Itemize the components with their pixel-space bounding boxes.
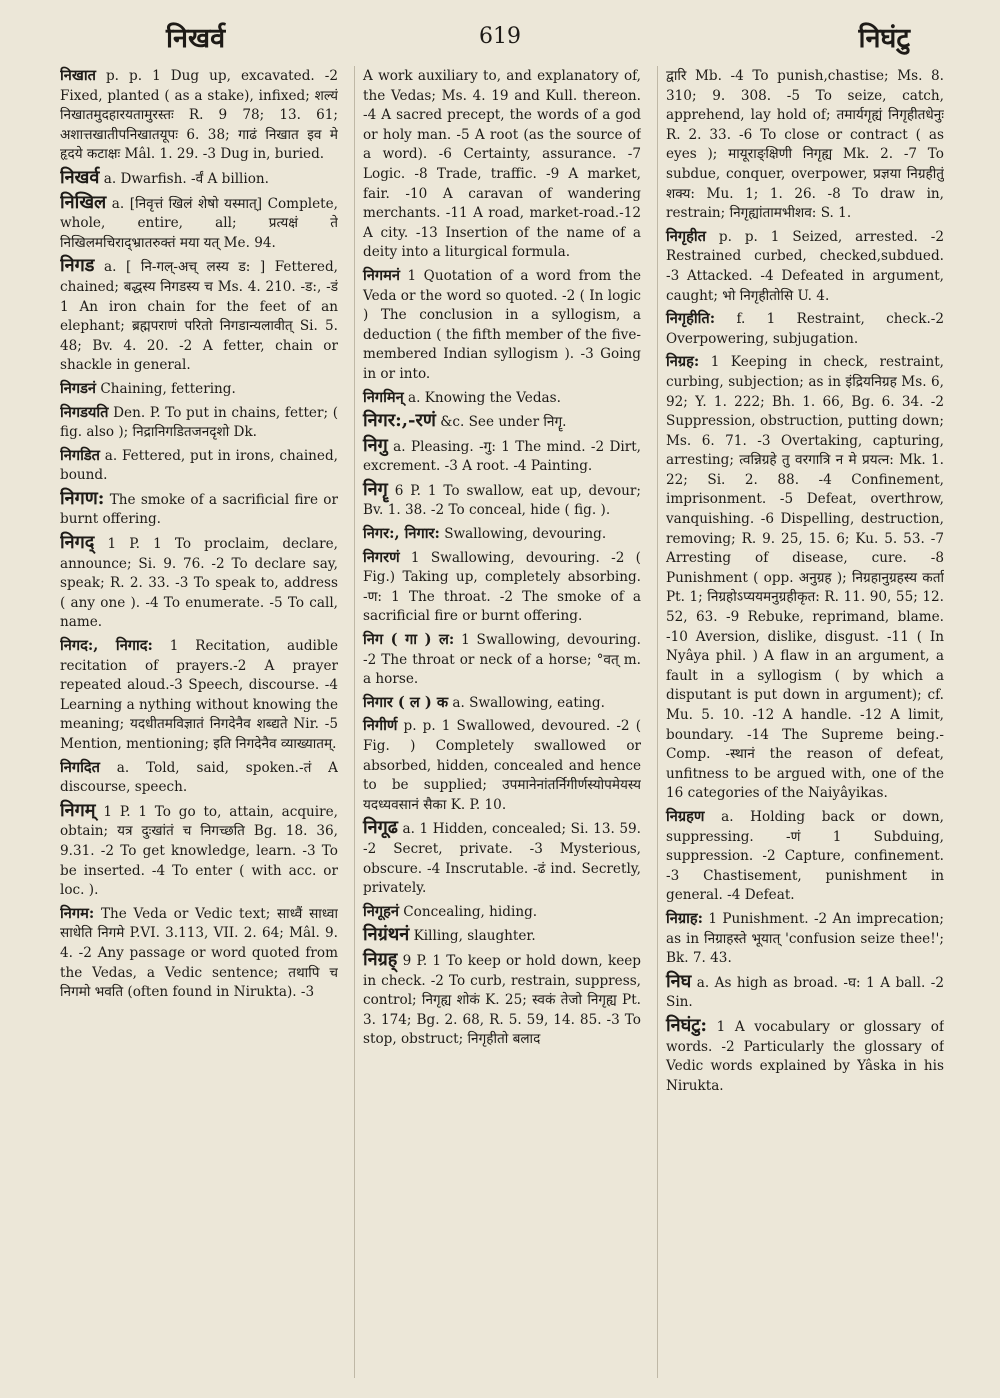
entry-headword: निग ( गा ) ल:	[363, 631, 455, 649]
dictionary-entry	[666, 66, 944, 224]
dictionary-entry	[363, 266, 641, 385]
dictionary-entry	[666, 352, 944, 804]
page-number: 619	[479, 24, 521, 49]
dictionary-entry	[363, 411, 641, 433]
dictionary-entry	[666, 227, 944, 306]
entry-definition: द्वारि Mb. -4 To punish,chastise; Ms. 8. 310; 9. 308. -5 To seize, catch, apprehend, lay hold of; तमार्यगृह्यं निगृहीतधेनुः R. 2. 33. -6 To close or contract ( as eyes ); मायूराङ्क्षिणी निगृह्य Mk. 2. -7 To subdue, conquer, overpower, प्रज्ञया निग्रहीतुं शक्य: Mu. 1; 1. 26. -8 To draw in, restrain; निगृह्यांतामभीशव: S. 1.	[666, 68, 944, 222]
dictionary-entry	[363, 480, 641, 521]
entry-headword: निगु	[363, 434, 388, 456]
entry-headword: निगडयति	[60, 403, 109, 421]
entry-headword: निगॄ	[363, 478, 388, 500]
entry-definition: a. As high as broad. -घ: 1 A ball. -2 Sin.	[666, 974, 944, 1011]
dictionary-entry	[60, 758, 338, 798]
entry-headword: निग्रंथनं	[363, 924, 410, 946]
entry-definition: 1 P. 1 To proclaim, declare, announce; Si. 9. 76. -2 To declare say, speak; R. 2. 33. -3 To speak to, address ( any one ). -4 To enumerate. -5 To call, name.	[60, 536, 338, 631]
entry-definition: Killing, slaughter.	[413, 928, 536, 945]
dictionary-entry	[60, 636, 338, 755]
right-running-headword: निघंटु	[858, 23, 910, 54]
left-running-headword: निखर्व	[166, 23, 226, 54]
entry-headword: निगर:, निगार:	[363, 525, 440, 543]
entry-definition: 6 P. 1 To swallow, eat up, devour; Bv. 1. 38. -2 To conceal, hide ( fig. ).	[363, 482, 641, 519]
dictionary-entry	[60, 533, 338, 633]
entry-definition: p. p. 1 Seized, arrested. -2 Restrained curbed, checked,subdued. -3 Attacked. -4 Defeated in argument, caught; भो निगृहीतोसि U. 4.	[666, 228, 944, 304]
dictionary-entry	[60, 801, 338, 901]
entry-definition: 1 Keeping in check, restraint, curbing, subjection; as in इंद्रियनिग्रह Ms. 6, 92; Y. 1. 222; Bh. 1. 66, Bg. 6. 34. -2 Suppression, obstruction, putting down; Ms. 6. 71. -3 Overtaking, capturing, arresting; त्वन्निग्रहे तु वरगात्रि न मे प्रयत्न: Mk. 1. 22; Si. 2. 88. -4 Confinement, imprisonment. -5 Defeat, overthrow, vanquishing. -6 Dispelling, destruction, removing; R. 9. 25, 15. 6; Ku. 5. 53. -7 Arresting of disease, cure. -8 Punishment ( opp. अनुग्रह ); निग्रहानुग्रहस्य कर्ता Pt. 1; निग्रहोऽप्ययमनुग्रहीकृत: R. 11. 90, 55; 12. 52, 63. -9 Rebuke, reprimand, blame. -10 Aversion, dislike, disgust. -11 ( In Nyâya phil. ) A flaw in an argument, a fault in a syllogism ( by which a disputant is put down in argument); cf. Mu. 5. 10. -12 A handle. -12 A limit, boundary. -14 The Supreme being.-Comp. -स्थानं the reason of defeat, unfitness to be argued with, one of the 16 categories of the Naiyâyikas.	[666, 354, 944, 802]
dictionary-entry	[666, 1016, 944, 1096]
column-2	[354, 66, 641, 1378]
entry-definition: a. Fettered, put in irons, chained, bound.	[60, 447, 338, 484]
dictionary-entry	[363, 716, 641, 815]
entry-headword: निगम्	[60, 799, 96, 821]
dictionary-entry	[60, 904, 338, 1003]
dictionary-entry	[363, 66, 641, 263]
page-header	[60, 14, 940, 64]
entry-definition: f. 1 Restraint, check.-2 Overpowering, subjugation.	[666, 311, 944, 347]
entry-headword: निगृहीत	[666, 227, 706, 245]
entry-definition: a. Knowing the Vedas.	[408, 389, 561, 406]
entry-headword: निखात	[60, 67, 96, 84]
dictionary-entry	[60, 446, 338, 486]
column-1	[60, 66, 338, 1378]
dictionary-entry	[60, 403, 338, 443]
entry-headword: निग्रह्	[363, 948, 398, 970]
entry-headword: निग्रहण	[666, 807, 705, 825]
dictionary-entry	[666, 909, 944, 969]
dictionary-entry	[60, 168, 338, 190]
entry-headword: निगमनं	[363, 266, 400, 284]
entry-definition: a. Pleasing. -गु: 1 The mind. -2 Dirt, excrement. -3 A root. -4 Painting.	[363, 438, 641, 475]
entry-definition: The Veda or Vedic text; साध्वैं साध्वा साधेति निगमे P.VI. 3.113, VII. 2. 64; Mâl. 9. 4. -2 Any passage or word quoted from the Vedas, a Vedic sentence; तथापि च निगमो भवति (often found in Nirukta). -3	[60, 905, 338, 1001]
entry-definition: a. 1 Hidden, concealed; Si. 13. 59. -2 Secret, private. -3 Mysterious, obscure. -4 Inscrutable. -ढं ind. Secretly, privately.	[363, 821, 641, 897]
dictionary-entry	[363, 818, 641, 898]
dictionary-entry	[363, 548, 641, 627]
entry-headword: निगमिन्	[363, 388, 404, 406]
entry-headword: निगण:	[60, 487, 105, 509]
entry-headword: निगूहनं	[363, 902, 399, 920]
entry-headword: निगद:, निगाद:	[60, 637, 153, 655]
entry-headword: निखर्व	[60, 166, 100, 188]
entry-definition: Swallowing, devouring.	[444, 526, 607, 543]
entry-headword: निगद्	[60, 532, 95, 554]
dictionary-entry	[363, 693, 641, 714]
entry-definition: 1 Swallowing, devouring. -2 The throat or neck of a horse; °वत् m. a horse.	[363, 632, 641, 688]
entry-headword: निगृहीति:	[666, 310, 716, 328]
dictionary-entry	[666, 972, 944, 1013]
dictionary-entry	[363, 950, 641, 1050]
entry-headword: निगूढ	[363, 817, 398, 839]
entry-definition: 1 Quotation of a word from the Veda or the word so quoted. -2 ( In logic ) The conclusion in a syllogism, a deduction ( the fifth member of the five-membered Indian syllogism ). -3 Going in or into.	[363, 267, 641, 382]
entry-definition: Den. P. To put in chains, fetter; ( fig. also ); निद्रानिगडितजनदृशो Dk.	[60, 404, 338, 441]
dictionary-entry	[363, 630, 641, 690]
entry-headword: निगरणं	[363, 548, 400, 566]
entry-headword: निघंटु:	[666, 1014, 708, 1036]
entry-headword: निग्राह:	[666, 909, 704, 927]
entry-definition: a. Swallowing, eating.	[452, 694, 605, 711]
entry-definition: 1 P. 1 To go to, attain, acquire, obtain; यत्र दुःखांतं च निगच्छति Bg. 18. 36, 9.31. -2 To get knowledge, learn. -3 To be inserted. -4 To enter ( with acc. or loc. ).	[60, 803, 338, 899]
dictionary-entry	[60, 379, 338, 400]
entry-headword: निगम:	[60, 904, 95, 922]
entry-headword: निग्रह:	[666, 353, 700, 371]
entry-headword: निगार ( ल ) क	[363, 693, 449, 711]
dictionary-entry	[363, 925, 641, 947]
entry-headword: निगडित	[60, 446, 101, 464]
entry-definition: 1 Swallowing, devouring. -2 ( Fig.) Taking up, completely absorbing. -ण: 1 The throat. -2 The smoke of a sacrificial fire or burnt offering.	[363, 549, 641, 625]
dictionary-entry	[666, 309, 944, 349]
entry-definition: Concealing, hiding.	[403, 903, 538, 920]
dictionary-entry	[60, 256, 338, 376]
entry-headword: निगडनं	[60, 379, 97, 397]
dictionary-entry	[60, 66, 338, 165]
dictionary-entry	[363, 388, 641, 409]
entry-definition: a. Holding back or down, suppressing. -णं 1 Subduing, suppression. -2 Capture, confinement. -3 Chastisement, punishment in general. -4 Defeat.	[666, 808, 944, 904]
entry-headword: निगड	[60, 255, 95, 277]
entry-definition: a. Told, said, spoken.-तं A discourse, speech.	[60, 759, 338, 796]
dictionary-columns	[60, 66, 944, 1378]
entry-definition: a. [ नि-गल्-अच् लस्य ड: ] Fettered, chained; बद्धस्य निगडस्य च Ms. 4. 210. -ड:, -डं 1 An iron chain for the feet of an elephant; ब्रह्मपराणं परितो निगडान्यलावीत् Si. 5. 48; Bv. 4. 20. -2 A fetter, chain or shackle in general.	[60, 259, 338, 374]
entry-definition: &c. See under निगॄ.	[440, 414, 567, 431]
entry-headword: निगीर्ण	[363, 717, 398, 735]
dictionary-entry	[666, 807, 944, 906]
dictionary-entry	[363, 902, 641, 923]
dictionary-entry	[60, 193, 338, 254]
entry-definition: p. p. 1 Swallowed, devoured. -2 ( Fig. ) Completely swallowed or absorbed, hidden, concealed and hence to be supplied; उपमानेनांतर्निगीर्णस्योपमेयस्य यदध्यवसानं सैका K. P. 10.	[363, 718, 641, 813]
entry-headword: निखिल	[60, 191, 107, 213]
entry-definition: 1 Recitation, audible recitation of prayers.-2 A prayer repeated aloud.-3 Speech, discourse. -4 Learning a nything without knowing the meaning; यदधीतमविज्ञातं निगदेनैव शब्द्यते Nir. -5 Mention, mentioning; इति निगदेनैव व्याख्यातम्.	[60, 638, 338, 752]
entry-definition: 1 Punishment. -2 An imprecation; as in निग्राहस्ते भूयात् 'confusion seize thee!'; Bk. 7. 43.	[666, 910, 944, 967]
entry-definition: The smoke of a sacrificial fire or burnt offering.	[60, 491, 338, 528]
entry-headword: निगदित	[60, 758, 100, 776]
dictionary-entry	[363, 524, 641, 545]
entry-definition: Chaining, fettering.	[100, 380, 236, 397]
entry-headword: निगर:,-रणं	[363, 410, 436, 432]
entry-definition: A work auxiliary to, and explanatory of, the Vedas; Ms. 4. 19 and Kull. thereon. -4 A sacred precept, the words of a god or holy man. -5 A root (as the source of a word). -6 Certainty, assurance. -7 Logic. -8 Trade, traffic. -9 A market, fair. -10 A caravan of wandering merchants. -11 A road, market-road.-12 A city. -13 Insertion of the name of a deity into a liturgical formula.	[363, 68, 641, 261]
entry-definition: a. [निवृत्तं खिलं शेषो यस्मात्] Complete, whole, entire, all; प्रत्यक्षं ते निखिलमचिराद्भ्रातरुक्तं मया यत् Me. 94.	[60, 195, 338, 251]
entry-definition: a. Dwarfish. -र्वं A billion.	[103, 170, 270, 187]
entry-definition: 1 A vocabulary or glossary of words. -2 Particularly the glossary of Vedic words explained by Yâska in his Nirukta.	[666, 1018, 944, 1094]
column-3	[657, 66, 944, 1378]
entry-definition: p. p. 1 Dug up, excavated. -2 Fixed, planted ( as a stake), infixed; शल्यं निखातमुदहारयतामुरस्तः R. 9 78; 13. 61; अशात्तखातीपनिखातयूपः 6. 38; गाढं निखात इव मे हृदये कटाक्षः Mâl. 1. 29. -3 Dug in, buried.	[60, 68, 338, 163]
entry-definition: 9 P. 1 To keep or hold down, keep in check. -2 To curb, restrain, suppress, control; निगृह्य शोकं K. 25; स्वकं तेजो निगृह्य Pt. 3. 174; Bg. 2. 68, R. 5. 59, 14. 85. -3 To stop, obstruct; निगृहीतो बलाद	[363, 952, 641, 1048]
dictionary-entry	[363, 436, 641, 477]
dictionary-entry	[60, 489, 338, 530]
entry-headword: निघ	[666, 970, 692, 992]
